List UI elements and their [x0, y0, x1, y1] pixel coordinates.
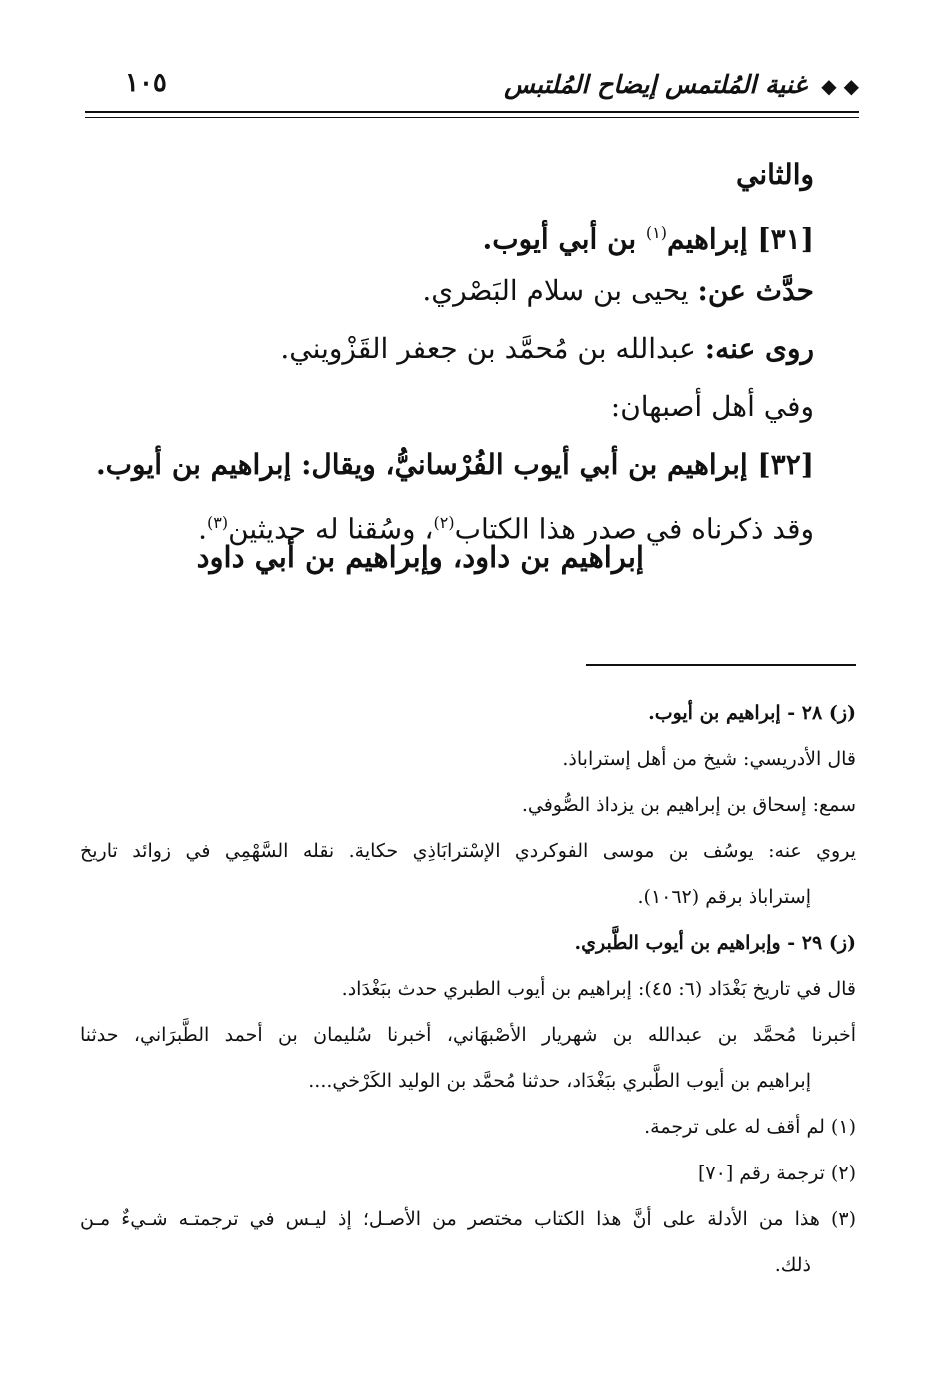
entry-31-number: [٣١]: [757, 222, 814, 256]
entry-31-title: [150, 204, 814, 262]
header-rule-thick: [85, 111, 859, 113]
mention-text-c: .: [198, 512, 207, 546]
header-rule-thin: [85, 117, 859, 118]
entry-31-haddath: [150, 262, 814, 320]
footnote-z28-line2: سمع: إسحاق بن إبراهيم بن يزداذ الصُّوفي.: [521, 794, 856, 816]
entry-31-rawa: [150, 320, 814, 378]
entry-31-name-first: إبراهيم: [667, 222, 748, 256]
isfahan-line: وفي أهل أصبهان:: [610, 390, 814, 423]
footnote-z28-title: (ز) ٢٨ - إبراهيم بن أيوب.: [648, 702, 856, 724]
footnote-1: (١) لم أقف له على ترجمة.: [644, 1116, 856, 1138]
footnote-ref-1: (١): [645, 223, 668, 242]
heading-second: والثاني: [736, 158, 814, 191]
haddath-label: حدَّث عن:: [697, 274, 814, 307]
running-title: [504, 70, 859, 99]
footnote-2: (٢) ترجمة رقم [٧٠]: [697, 1162, 856, 1184]
entry-31-name-rest: بن أبي أيوب.: [482, 222, 646, 256]
footnote-3-line2: ذلك.: [774, 1254, 811, 1276]
footnote-separator: [586, 664, 856, 666]
mention-text-b: ، وسُقنا له حديثين: [228, 512, 434, 546]
main-text: [95, 146, 814, 552]
footnote-ref-3: (٣): [206, 513, 229, 532]
haddath-text: يحيى بن سلام البَصْري.: [422, 274, 698, 307]
diamond-ornament-icon: ◆ ◆: [821, 74, 859, 98]
rawa-text: عبدالله بن مُحمَّد بن جعفر القَزْويني.: [280, 332, 705, 365]
footnotes: [80, 690, 856, 1288]
footnote-ref-2: (٢): [433, 513, 455, 532]
rawa-label: روى عنه:: [704, 332, 814, 365]
section-heading: إبراهيم بن داود، وإبراهيم بن أبي داود: [196, 540, 644, 574]
footnote-z29-title: (ز) ٢٩ - وإبراهيم بن أيوب الطَّبري.: [574, 932, 856, 954]
footnote-z28-line3: يروي عنه: يوسُف بن موسى الفوكردي الإسْترابَاذِي حكاية. نقله السَّهْمِي في زوائد تاريخ: [80, 840, 856, 862]
footnote-3-line1: (٣) هذا من الأدلة على أنَّ هذا الكتاب مختصر من الأصـل؛ إذ ليـس في ترجمتـه شـيءٌ مـن: [80, 1208, 856, 1230]
mention-text-a: وقد ذكرناه في صدر هذا الكتاب: [454, 512, 814, 546]
footnote-z29-line3: إبراهيم بن أيوب الطَّبري ببَغْدَاد، حدثنا مُحمَّد بن الوليد الكَرْخي....: [308, 1070, 811, 1092]
page-header: [85, 66, 859, 108]
footnote-z28-line4: إستراباذ برقم (١٠٦٢).: [637, 886, 811, 908]
page-number: ١٠٥: [125, 68, 167, 98]
running-title-text: غنية المُلتمس إيضاح المُلتبس: [504, 70, 807, 99]
entry-32-title: [٣٢] إبراهيم بن أبي أيوب الفُرْسانيُّ، ويقال: إبراهيم بن أيوب.: [95, 448, 814, 481]
footnote-z29-line1: قال في تاريخ بَغْدَاد (٦: ٤٥): إبراهيم بن أيوب الطبري حدث ببَغْدَاد.: [341, 978, 856, 1000]
footnote-z29-line2: أخبرنا مُحمَّد بن عبدالله بن شهريار الأصْبهَاني، أخبرنا سُليمان بن أحمد الطَّبرَاني، حدثنا: [80, 1024, 856, 1046]
footnote-z28-line1: قال الأدريسي: شيخ من أهل إستراباذ.: [562, 748, 856, 770]
